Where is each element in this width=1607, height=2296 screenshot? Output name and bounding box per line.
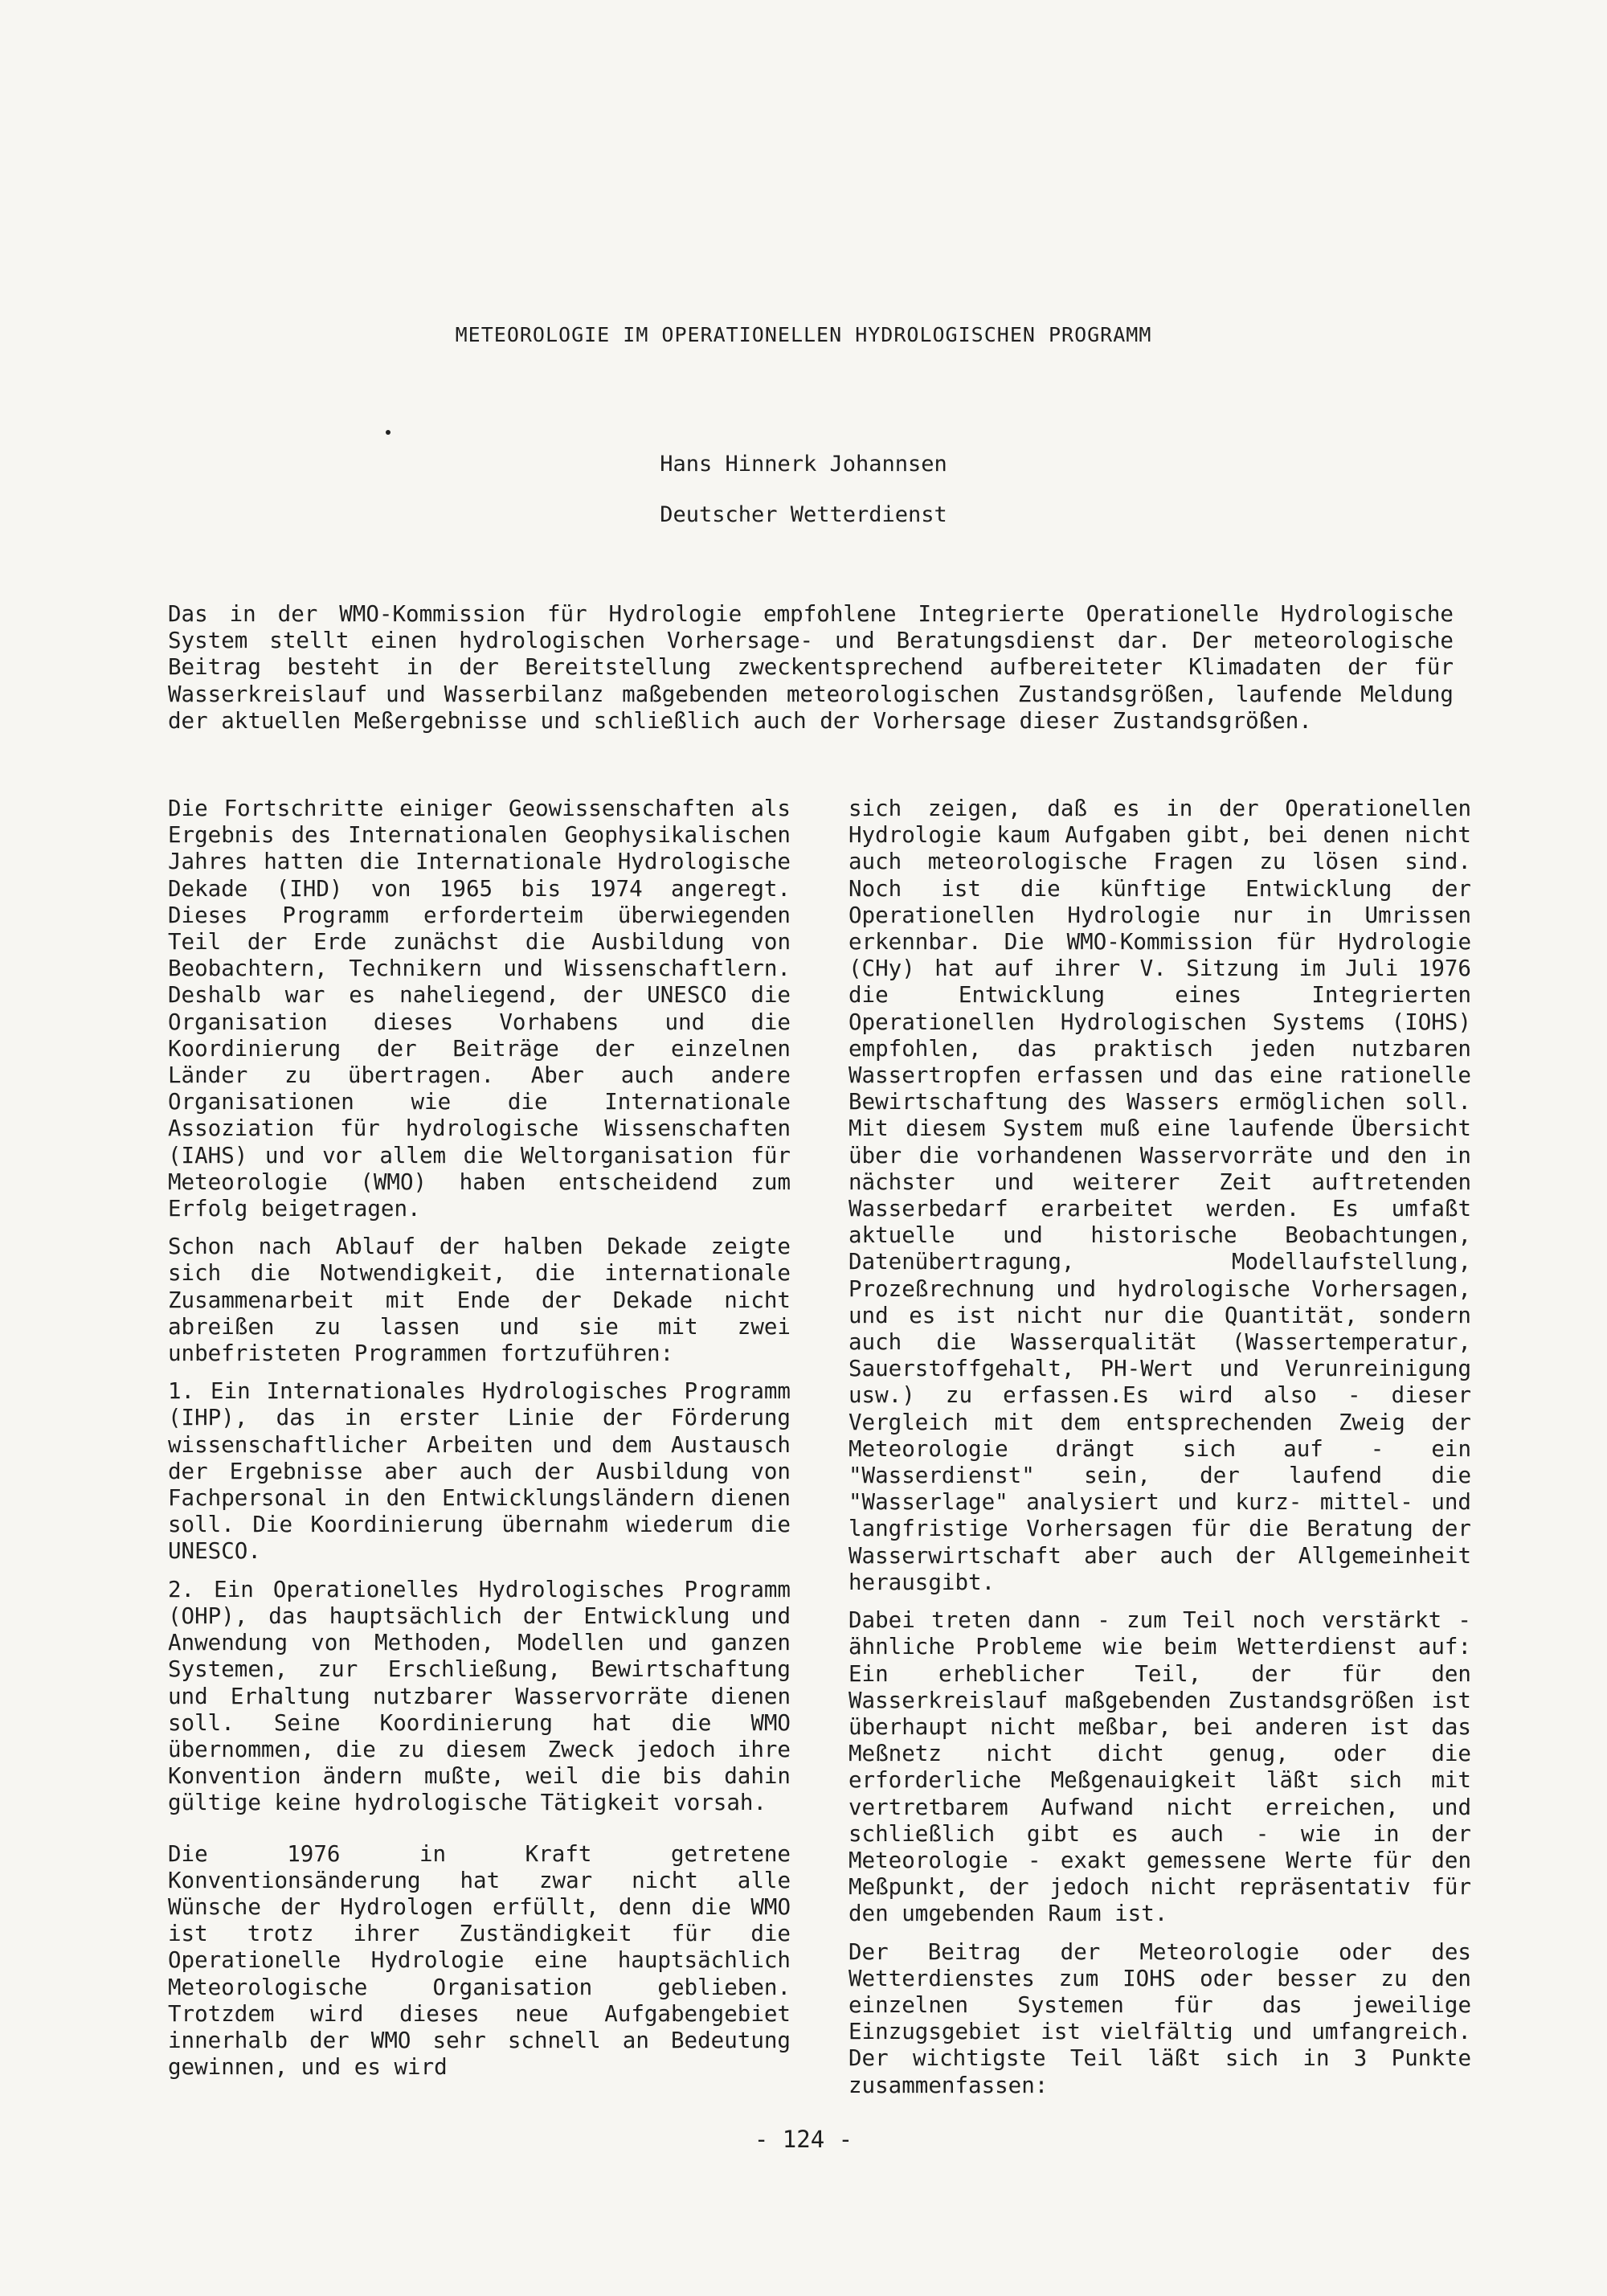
abstract: Das in der WMO-Kommission für Hydrologie empfohlene Integrierte Operationelle Hydrologische System stellt einen hydrologischen Vorhersage- und Beratungsdienst dar. Der meteorologische Beitrag besteht in der Bereitstellung zweckentsprechend aufbereiteter Klimadaten der für Wasserkreislauf und Wasserbilanz maßgebenden meteorologischen Zustandsgrößen, laufende Meldung der aktuellen Meßergebnisse und schließlich auch der Vorhersage dieser Zustandsgrößen. <box>168 601 1454 734</box>
author-name: Hans Hinnerk Johannsen <box>660 452 947 477</box>
list-item: 2. Ein Operationelles Hydrologisches Programm (OHP), das hauptsächlich der Entwicklung und Anwendung von Methoden, Modellen und ganzen Systemen, zur Erschließung, Bewirtschaftung und Erhaltung nutzbarer Wasservorräte dienen soll. Seine Koordinierung hat die WMO übernommen, die zu diesem Zweck jedoch ihre Konvention ändern mußte, weil die bis dahin gültige keine hydrologische Tätigkeit vorsah. <box>168 1576 791 1816</box>
paragraph: Schon nach Ablauf der halben Dekade zeigte sich die Notwendigkeit, die internationale Zusammenarbeit mit Ende der Dekade nicht abreißen zu lassen und sie mit zwei unbefristeten Programmen fortzuführen: <box>168 1234 791 1367</box>
paragraph: Die 1976 in Kraft getretene Konventionsänderung hat zwar nicht alle Wünsche der Hydrologen erfüllt, denn die WMO ist trotz ihrer Zuständigkeit für die Operationelle Hydrologie eine hauptsächlich Meteorologische Organisation geblieben. Trotzdem wird dieses neue Aufgabengebiet innerhalb der WMO sehr schnell an Bedeutung gewinnen, und es wird <box>168 1840 791 2081</box>
list-item: 1. Ein Internationales Hydrologisches Programm (IHP), das in erster Linie der Förderung wissenschaftlicher Arbeiten und dem Austausch der Ergebnisse aber auch der Ausbildung von Fachpersonal in den Entwicklungsländern dienen soll. Die Koordinierung übernahm wiederum die UNESCO. <box>168 1378 791 1565</box>
paragraph: Dabei treten dann - zum Teil noch verstärkt - ähnliche Probleme wie beim Wetterdienst auf: Ein erheblicher Teil, der für den Wasserkreislauf maßgebenden Zustandsgrößen ist überhaupt nicht meßbar, bei anderen ist das Meßnetz nicht dicht genug, oder die erforderliche Meßgenauigkeit läßt sich mit vertretbarem Aufwand nicht erreichen, und schließlich gibt es auch - wie in der Meteorologie - exakt gemessene Werte für den Meßpunkt, der jedoch nicht repräsentativ für den umgebenden Raum ist. <box>848 1607 1471 1927</box>
paragraph: Der Beitrag der Meteorologie oder des Wetterdienstes zum IOHS oder besser zu den einzelnen Systemen für das jeweilige Einzugsgebiet ist vielfältig und umfangreich. Der wichtigste Teil läßt sich in 3 Punkte zusammenfassen: <box>848 1938 1471 2098</box>
page-number: - 124 - <box>754 2126 853 2153</box>
paragraph: Die Fortschritte einiger Geowissenschaften als Ergebnis des Internationalen Geophysikalischen Jahres hatten die Internationale Hydrologische Dekade (IHD) von 1965 bis 1974 angeregt. Dieses Programm erforderteim überwiegenden Teil der Erde zunächst die Ausbildung von Beobachtern, Technikern und Wissenschaftlern. Deshalb war es naheliegend, der UNESCO die Organisation dieses Vorhabens und die Koordinierung der Beiträge der einzelnen Länder zu übertragen. Aber auch andere Organisationen wie die Internationale Assoziation für hydrologische Wissenschaften (IAHS) und vor allem die Weltorganisation für Meteorologie (WMO) haben entscheidend zum Erfolg beigetragen. <box>168 796 791 1222</box>
paragraph: sich zeigen, daß es in der Operationellen Hydrologie kaum Aufgaben gibt, bei denen nicht auch meteorologische Fragen zu lösen sind. Noch ist die künftige Entwicklung der Operationellen Hydrologie nur in Umrissen erkennbar. Die WMO-Kommission für Hydrologie (CHy) hat auf ihrer V. Sitzung im Juli 1976 die Entwicklung eines Integrierten Operationellen Hydrologischen Systems (IOHS) empfohlen, das praktisch jeden nutzbaren Wassertropfen erfassen und das eine rationelle Bewirtschaftung des Wassers ermöglichen soll. Mit diesem System muß eine laufende Übersicht über die vorhandenen Wasservorräte und den in nächster und weiterer Zeit auftretenden Wasserbedarf erarbeitet werden. Es umfaßt aktuelle und historische Beobachtungen, Datenübertragung, Modellaufstellung, Prozeßrechnung und hydrologische Vorhersagen, und es ist nicht nur die Quantität, sondern auch die Wasserqualität (Wassertemperatur, Sauerstoffgehalt, PH-Wert und Verunreinigung usw.) zu erfassen.Es wird also - dieser Vergleich mit dem entsprechenden Zweig der Meteorologie drängt sich auf - ein "Wasserdienst" sein, der laufend die "Wasserlage" analysiert und kurz- mittel- und langfristige Vorhersagen für die Beratung der Wasserwirtschaft aber auch der Allgemeinheit herausgibt. <box>848 796 1471 1595</box>
paper-title: METEOROLOGIE IM OPERATIONELLEN HYDROLOGISCHEN PROGRAMM <box>455 323 1152 346</box>
right-column <box>848 796 1471 2110</box>
scan-speck <box>386 430 391 435</box>
author-affiliation: Deutscher Wetterdienst <box>660 502 947 527</box>
left-column <box>168 796 791 2092</box>
